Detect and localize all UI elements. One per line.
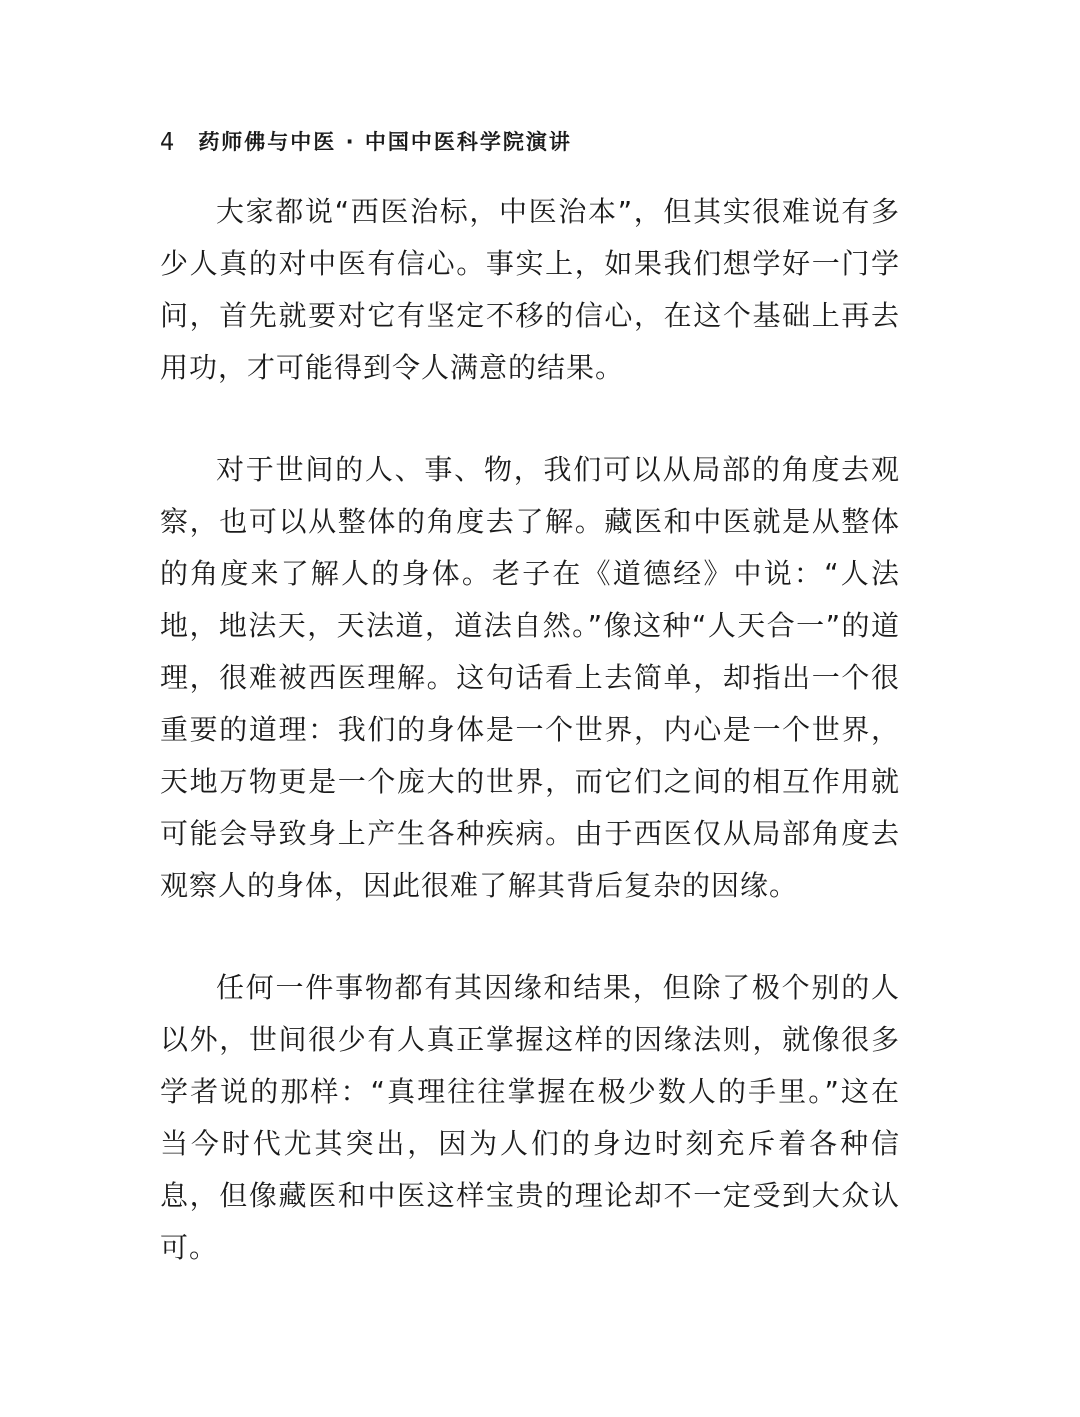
paragraph-3: 任何一件事物都有其因缘和结果，但除了极个别的人以外，世间很少有人真正掌握这样的因缘法则，就像很多学者说的那样：“真理往往掌握在极少数人的手里。”这在当今时代尤其突出，因为人们的身边时刻充斥着各种信息，但像藏医和中医这样宝贵的理论却不一定受到大众认可。 (160, 971, 900, 1264)
page-number: 4 (160, 126, 177, 156)
running-header (160, 124, 572, 158)
body-text (160, 186, 900, 1324)
paragraph-2: 对于世间的人、事、物，我们可以从局部的角度去观察，也可以从整体的角度去了解。藏医和中医就是从整体的角度来了解人的身体。老子在《道德经》中说：“人法地，地法天，天法道，道法自然。”像这种“人天合一”的道理，很难被西医理解。这句话看上去简单，却指出一个很重要的道理：我们的身体是一个世界，内心是一个世界，天地万物更是一个庞大的世界，而它们之间的相互作用就可能会导致身上产生各种疾病。由于西医仅从局部角度去观察人的身体，因此很难了解其背后复杂的因缘。 (160, 453, 900, 902)
paragraph-1: 大家都说“西医治标，中医治本”，但其实很难说有多少人真的对中医有信心。事实上，如果我们想学好一门学问，首先就要对它有坚定不移的信心，在这个基础上再去用功，才可能得到令人满意的结果。 (160, 195, 900, 384)
running-header-title: 药师佛与中医 · 中国中医科学院演讲 (198, 130, 572, 154)
